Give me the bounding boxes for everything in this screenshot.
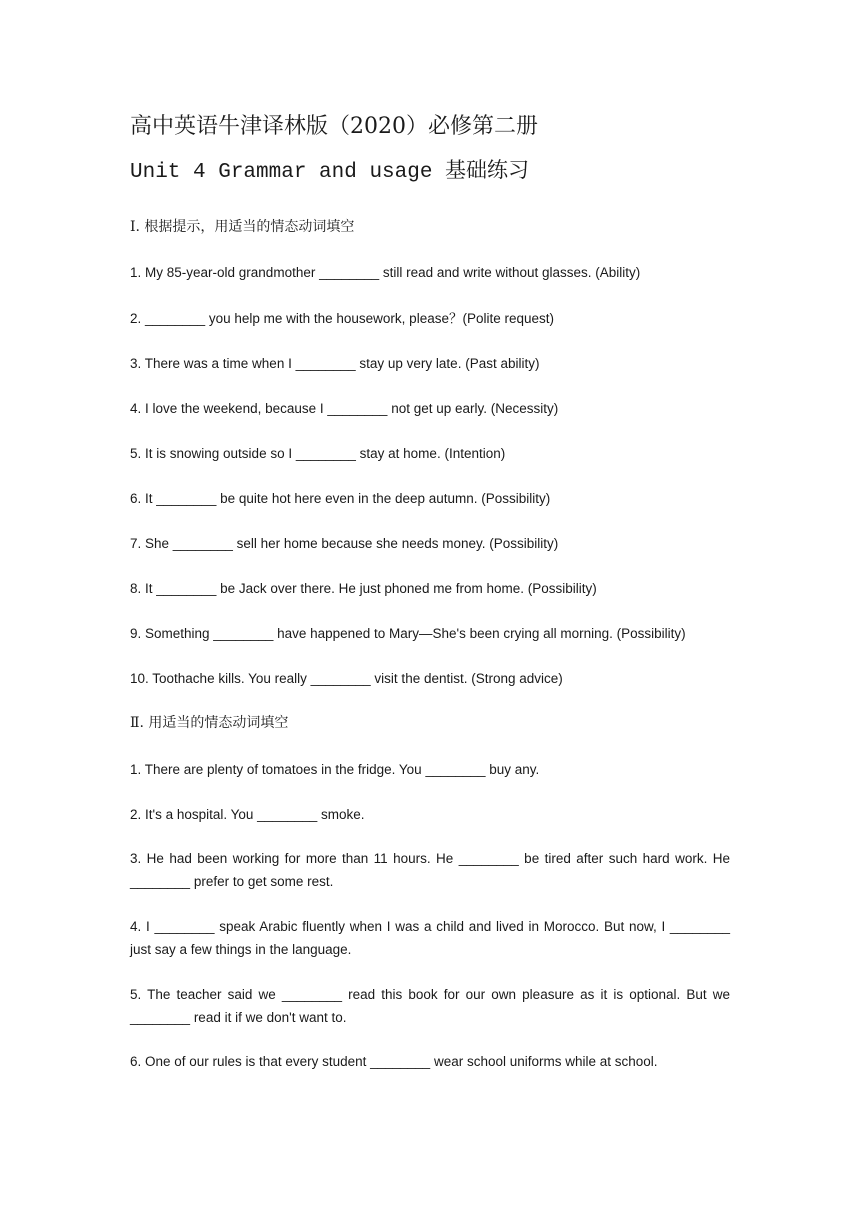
- section-1-question-10: 10. Toothache kills. You really ________ visit the dentist. (Strong advice): [130, 671, 563, 686]
- section-2-question-5: 5. The teacher said we ________ read this book for our own pleasure as it is optional. But we ________ read it if we don't want to.: [130, 987, 730, 1025]
- section-1-question-4: 4. I love the weekend, because I ________ not get up early. (Necessity): [130, 401, 559, 416]
- section-2-question-4: 4. I ________ speak Arabic fluently when I was a child and lived in Morocco. But now, I ________ just say a few things in the language.: [130, 919, 730, 957]
- section-1-question-7: 7. She ________ sell her home because she needs money. (Possibility): [130, 536, 559, 551]
- document-title: 高中英语牛津译林版（2020）必修第二册: [130, 114, 538, 139]
- section-1-question-1: 1. My 85-year-old grandmother ________ still read and write without glasses. (Ability): [130, 265, 641, 280]
- section-2-question-6: 6. One of our rules is that every student ________ wear school uniforms while at school.: [130, 1054, 658, 1069]
- document-subtitle: Unit 4 Grammar and usage 基础练习: [130, 161, 530, 184]
- section-1-question-2: 2. ________ you help me with the housework, please？(Polite request): [130, 311, 555, 326]
- section-2-question-1: 1. There are plenty of tomatoes in the fridge. You ________ buy any.: [130, 762, 540, 777]
- section-1-question-3: 3. There was a time when I ________ stay up very late. (Past ability): [130, 356, 540, 371]
- section-1-question-6: 6. It ________ be quite hot here even in the deep autumn. (Possibility): [130, 491, 551, 506]
- section-1-heading: Ⅰ. 根据提示，用适当的情态动词填空: [130, 219, 355, 235]
- section-2-heading: Ⅱ. 用适当的情态动词填空: [130, 715, 289, 731]
- section-1-question-5: 5. It is snowing outside so I ________ stay at home. (Intention): [130, 446, 506, 461]
- section-2-question-3: 3. He had been working for more than 11 hours. He ________ be tired after such hard work. He ________ prefer to get some rest.: [130, 851, 730, 889]
- section-2-question-2: 2. It's a hospital. You ________ smoke.: [130, 807, 365, 822]
- section-1-question-9: 9. Something ________ have happened to Mary—She's been crying all morning. (Possibility): [130, 626, 686, 641]
- section-1-question-8: 8. It ________ be Jack over there. He just phoned me from home. (Possibility): [130, 581, 597, 596]
